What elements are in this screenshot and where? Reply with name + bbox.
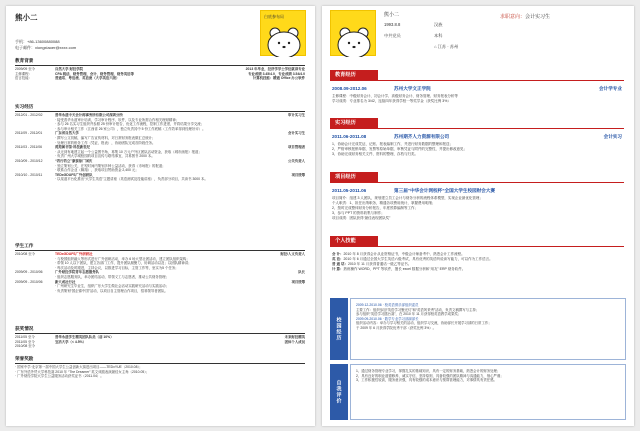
cell-c2: · 参与 26 名实习生组织并参照 25 份审计报告，优化工作流程，控制工作进度，并将结果分享交流； — [55, 122, 205, 127]
resume-name: 熊小二 — [15, 13, 38, 22]
cell-c3: 审计实习生 — [288, 113, 305, 117]
section-selfeval-tab: 自我评价 — [330, 364, 348, 420]
resume-page-right — [322, 6, 634, 426]
table-row — [15, 289, 305, 294]
awards-block — [15, 335, 305, 349]
text-line: 3、协助完成财务相关文件、资料的整理、存档与归类。 — [332, 152, 418, 156]
cell-c2: · 负责广州大学城校园的项目宣传与联络事宜，共募图书 2000 本。 — [55, 154, 155, 159]
text-line: 学习成绩：专业排名为 3/42，连续四年获得学校一等奖学金（获奖比例 3%） — [332, 99, 451, 103]
internship-details — [332, 142, 624, 157]
cell-c1: 2011/09 - 2012/01 — [15, 131, 43, 136]
cell-c2: · 带领 10 人以下团队，建立各部门工作，提升团队凝聚力，协调活动以及；以团队精神讲； — [55, 261, 192, 266]
skill-value: 2010 年 11 月获得普通话一级乙等证书。 — [347, 262, 412, 266]
skill-key: 英 语： — [332, 257, 344, 261]
project-name: 第三届“中华会计网校杯”全国大学生校园财会大赛 — [394, 188, 496, 193]
degree: 本科 — [434, 33, 443, 38]
skill-key: 会 计： — [332, 252, 344, 256]
section-divider — [378, 80, 624, 81]
cell-c3: 项目统筹 — [291, 172, 305, 177]
text-line: 参与组织“英语学习擂台赛”，在 2010 年 11 月获得校英语教学成果奖； — [356, 312, 462, 316]
text-line: 项目简介：组建 3 人团队，规划建立员工会计与财务分析的流程体系模型，实现企业最优化管理； — [332, 196, 483, 200]
cell-c2: TEDxGDUFS广外研研社 — [55, 252, 93, 256]
cell-c2: · 接受普华永道审计培训，学习审计程序、软件，以及专业所需合作相关理财精神； — [55, 117, 180, 122]
phone-text: 手机：+86-13600880088 — [15, 39, 60, 44]
education-school: 苏州大学文正学院 — [394, 86, 431, 91]
job-intent-label: 求职意向： — [500, 14, 526, 20]
job-intent — [500, 13, 550, 20]
cell-c2: 新大成社行社 — [55, 279, 76, 284]
text-line: 2、严格审核报销单据、发票等原始单据，审核凭证与附件的完整性，并提出修改意见； — [332, 147, 467, 151]
section-internship-heading: 实习经历 — [15, 104, 305, 112]
cell-c3: 会计实习生 — [288, 131, 305, 136]
cell-c3: 2013 年毕业，经济学学士学位就读专业 — [245, 67, 305, 71]
cell-c2: TEDxGDUFS广外创研队 — [55, 172, 93, 177]
skill-key: 计 算： — [332, 267, 344, 271]
section-education-heading: 教育背景 — [15, 58, 305, 66]
cell-c1 — [15, 177, 55, 182]
cell-c3: 专业成绩 3.45/4.0，专业成绩 3.54/4.0 — [248, 71, 305, 76]
section-divider — [378, 128, 624, 129]
cell-c2: · 以渠道平台化推出“大学生英语”主题讲座（英语测试及技能讲座），负责部分项目，共读书 3000 本。 — [55, 177, 208, 182]
cell-c1: 2011/03 - 2011/06 — [15, 145, 43, 150]
cell-c1: 2009/09 - 2010/06 — [15, 270, 43, 275]
cell-c2: · 独立策划公关，在短时间内策划多种公益活动，获得《市场报》的报道； — [55, 163, 166, 168]
cell-c1 — [15, 289, 55, 294]
party-affiliation: 中共党员 — [384, 33, 401, 38]
cell-c1: 2009/09 - 2010/06 — [15, 279, 43, 284]
text-line: · 国家中学·北京第一届中国大学生公益创新大赛进出项目——TEDxYUE（2010.08）； — [15, 365, 143, 369]
section-campus-heading: 学生工作 — [15, 243, 305, 251]
cell-c1: 2012/01 - 2012/02 — [15, 113, 43, 117]
education-block — [15, 67, 305, 81]
education-details — [332, 94, 624, 104]
skill-value: 熟练操作 WORD、PPT 等软件，擅长 excel 数据分析和“用友” ERP 财务软件。 — [343, 267, 466, 271]
text-line: 2009.12-2010.06 · 校英语俱乐部组织委员 — [356, 303, 419, 307]
resume-name-right: 熊小二 — [384, 12, 400, 18]
skill-value: 2010 年 6 月通过全国大学生英语六级考试，具有优秀的英语听说读写能力，可以作为工作语言。 — [343, 257, 493, 261]
text-line: 主修课程：中级财务会计、初会计学、高级财务会计、财务管理、财务报表分析等 — [332, 94, 458, 98]
text-line: 3、工作积极性较高，服务意识强，具有较强的成本意识与预算管理能力，对事情具有责任感。 — [356, 378, 497, 382]
cell-c3: 计算机技能：精通 Office 办公软件 — [252, 76, 305, 81]
cell-c2: 普通话、粤语流、英语流（大学英语六级） — [55, 76, 120, 81]
cell-c2: 苑苑图书馆·科技新世纪 — [55, 145, 91, 150]
cell-c3: 项目统筹 — [291, 279, 305, 284]
text-line: 2、具有良好的职业道德修养，诚实守信，坚持原则，具备较强的团队精神与沟通能力，细心严谨； — [356, 373, 504, 378]
honors-block — [15, 365, 305, 379]
section-campus-tab: 校园经历 — [330, 298, 348, 360]
cell-c1: 语言技能： — [15, 76, 32, 81]
text-line: 于 2009 年 6 月获得学院优秀干部（获奖比例 3%）。 — [356, 325, 437, 330]
text-line: · 广外财经学院大学生公益服务活动获奖证书（2011.04）。 — [15, 374, 104, 378]
cell-c1: 2010/10 - 2010/11 — [15, 172, 43, 177]
section-divider — [378, 246, 624, 247]
section-divider — [378, 182, 624, 183]
section-awards-heading: 获奖情况 — [15, 326, 305, 334]
text-line: 2、按时完成整体财务分析报告，年度预算编制等工作； — [332, 206, 418, 210]
skills-details — [332, 252, 624, 272]
contact-info — [15, 39, 76, 50]
table-row — [15, 344, 305, 349]
cell-c2: 广东省自然大学 — [55, 131, 79, 136]
project-details — [332, 196, 624, 221]
bear-avatar-image — [330, 10, 376, 56]
cell-c2: 普华永道学生精英团队队员（前 10%） — [55, 335, 114, 339]
cell-c3 — [245, 289, 305, 294]
cell-c2: · 负责策划“国企锦中国”活动，以项目自主管理合作项目，招募领导者团队。 — [55, 288, 168, 293]
cell-c3 — [245, 177, 305, 182]
section-honors-heading: 荣誉奖励 — [15, 356, 305, 364]
resume-page-left — [6, 6, 315, 426]
cell-c3 — [245, 344, 305, 349]
bear-face-icon — [331, 11, 377, 57]
text-line: 3、参与 PPT 的资料收集与制作； — [332, 211, 385, 215]
text-line: 组织活动内容：举办与学习相关的活动，组织学习交流，协助部长开展学习部的日常工作； — [356, 321, 492, 325]
cell-c2: CPA 税法、财务管理、会计、财务管理、财务英语等 — [55, 71, 134, 76]
bear-mascot-image — [260, 10, 306, 56]
text-line: 2009.09-2010.06 · 数学专业学习部副部长 — [356, 316, 419, 321]
cell-c2: · 从无到有地建立起一个公益图书角，募集 10 万元户外区团队活动资金，获取《城市画报》报道； — [55, 149, 202, 154]
ethnicity: 汉族 — [434, 22, 443, 27]
cell-c2: · 每次活动及时跟进，主持会议，以推进学习目标，主管工作等，坐实为5 个任务； — [55, 265, 179, 270]
cell-c3: 公关负责人 — [288, 158, 305, 163]
section-project-tab: 项目经历 — [330, 172, 378, 183]
selfeval-details — [350, 364, 626, 420]
text-line: 项目成绩：团队获得“最佳表现团队奖” — [332, 216, 391, 220]
cell-c2: 自然大学 财经学院 — [55, 67, 84, 71]
skill-key: 普 通 话： — [332, 262, 348, 266]
location-text: ⌂ 江苏 · 苏州 — [434, 44, 459, 49]
job-intent-value: 会计实习生 — [525, 14, 551, 20]
internship-date: 2011.06-2011.08 — [332, 134, 367, 139]
text-line: 1、通过财务管理专业学习，掌握扎实的基础知识，具有一定的财务基础，熟悉会计的财务处理； — [356, 369, 501, 373]
cell-c2: · 广州研究生毕业生，组织广东大学生做社会活动实践研究活动与实践活动； — [55, 284, 169, 289]
text-line: 个人职责：1、担任出纳职务，精通各项费用统计，掌握费用明细； — [332, 201, 436, 205]
campus-block — [15, 252, 305, 293]
location-pin-icon: ⌂ — [434, 44, 438, 49]
cell-c2 — [55, 344, 245, 349]
cell-c2: · 撰写公文初稿，编写广告宣传材料，对日常财务报表做汇总统计； — [55, 135, 156, 140]
cell-c3: 财经/人文负责人 — [280, 252, 305, 256]
text-line: 主要工作：组织参加“英语学习聚光灯”和“英语风采秀”活动，负责文稿撰写与主持； — [356, 307, 480, 312]
mascot-caption: 白底参布局 — [264, 14, 284, 19]
section-skills-tab: 个人技能 — [330, 236, 378, 247]
cell-c1: 2011/05 至今 — [15, 339, 35, 344]
cell-c3: 未来财经精英 — [284, 335, 305, 339]
internship-block — [15, 113, 305, 182]
cell-c2: 宝洁大学（< 4.5%） — [55, 339, 86, 344]
internship-title-row — [332, 134, 622, 140]
cell-c2: · 处理日常的账务工作（凭证、报表），协助团队完成各阶段任务。 — [55, 140, 156, 145]
cell-c2: · 参与审计相关工作（江西省 26 家公司），独立负责其中 5 份工作底稿（工作效率得到经理好评）。 — [55, 126, 206, 131]
project-title-row — [332, 188, 622, 194]
cell-c2: · 组织志愿服务队，举办团结活动，带领义工与志愿者，推动公共财务管理； — [55, 274, 169, 279]
cell-c1: 主修课程： — [15, 71, 32, 76]
cell-c2: · 与校园组织融入等形式进行广外创研活动，举办 6 场大型社团活动，建立团队组织架构； — [55, 256, 190, 261]
skill-value: 2010 年 8 月获得会计从业资格证书，中级会计师备考中，熟悉会计工作流程。 — [343, 252, 465, 256]
cell-c1: 2010/08 至今 — [15, 252, 35, 256]
cell-c2: 普华永道中天会计师事务所有限公司深圳分所 — [55, 113, 123, 117]
cell-c3: 团体个人成员 — [284, 339, 305, 344]
campus-details — [350, 298, 626, 360]
table-row — [15, 76, 305, 81]
internship-position: 会计实习 — [603, 134, 622, 139]
education-title-row — [332, 86, 622, 92]
internship-company: 苏州期齐人力资源有限公司 — [394, 134, 450, 139]
cell-c1: 2011/05 至今 — [15, 335, 35, 339]
cell-c3: 项目管理者 — [288, 145, 305, 150]
section-education-tab: 教育经历 — [330, 70, 378, 81]
cell-c2: “若行若立”康泰原厂国庆 — [55, 158, 93, 163]
text-line: 1、协助会计完成凭证、记账、报表编制工作，并进行财务数据的整理和报送； — [332, 142, 453, 146]
email-text: 电子邮件：xiongxiaoer@xxxx.com — [15, 44, 77, 50]
cell-c1: 2009/09 至今 — [15, 67, 35, 71]
education-date: 2008.09-2012.06 — [332, 86, 367, 91]
cell-c2: · 联系合作企业（翱翔），获取项目赞助资金 2,400 元； — [55, 168, 139, 173]
education-major: 会计学专业 — [599, 86, 622, 91]
cell-c1: 2010/08 至今 — [15, 344, 35, 349]
cell-c2: 广外财经学院青年志愿服务队 — [55, 270, 100, 275]
text-line: · 广东外语外贸大学科技赛 2010 年 “The Dreamer” 英文戏剧表演最佳女主角（2010.05）； — [15, 369, 150, 374]
cell-c3: 队长 — [298, 270, 305, 275]
cell-c1: 2010/09 - 2010/12 — [15, 158, 43, 163]
section-internship-tab: 实习经历 — [330, 118, 378, 129]
skill-line — [332, 267, 624, 272]
birth-date: 1993.8.8 — [384, 22, 401, 27]
project-date: 2011.05-2011.06 — [332, 188, 367, 193]
table-row — [15, 177, 305, 182]
